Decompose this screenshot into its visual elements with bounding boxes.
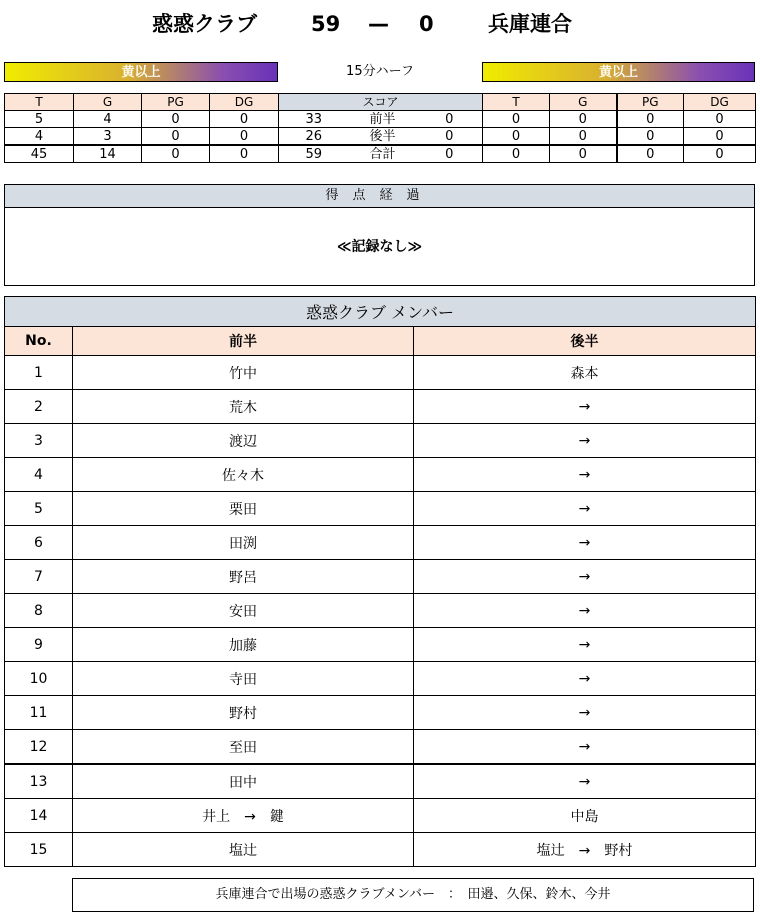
home-col-dg: DG	[210, 94, 279, 111]
member-first-half: 井上 → 鍵	[73, 799, 414, 833]
member-second-half: →	[414, 492, 756, 526]
home-color-badge: 黄以上	[4, 62, 278, 82]
score-cell: 0	[483, 128, 550, 146]
score-cell: 4	[5, 128, 74, 146]
member-first-half: 荒木	[73, 390, 414, 424]
member-no: 2	[5, 390, 73, 424]
match-title	[0, 6, 760, 42]
score-table	[4, 93, 756, 163]
score-cell: 0	[142, 111, 210, 128]
score-cell: 3	[74, 128, 142, 146]
member-second-half: →	[414, 696, 756, 730]
home-team-name: 惑惑クラブ	[152, 12, 257, 36]
member-no: 3	[5, 424, 73, 458]
period-label: 後半	[349, 128, 417, 146]
member-no: 4	[5, 458, 73, 492]
member-second-half: →	[414, 458, 756, 492]
away-col-g: G	[550, 94, 617, 111]
period-label: 合計	[349, 145, 417, 163]
score-cell: 0	[210, 128, 279, 146]
table-row	[5, 458, 756, 492]
score-cell: 0	[483, 145, 550, 163]
home-col-pg: PG	[142, 94, 210, 111]
score-cell: 0	[617, 128, 684, 146]
table-row	[5, 424, 756, 458]
member-no: 15	[5, 833, 73, 867]
member-no: 10	[5, 662, 73, 696]
away-col-pg: PG	[617, 94, 684, 111]
member-second-half: →	[414, 424, 756, 458]
away-col-dg: DG	[684, 94, 756, 111]
member-no: 11	[5, 696, 73, 730]
table-row	[5, 730, 756, 765]
home-points: 26	[279, 128, 349, 146]
member-no: 9	[5, 628, 73, 662]
score-cell: 4	[74, 111, 142, 128]
member-first-half: 寺田	[73, 662, 414, 696]
scoring-progress-box	[4, 184, 755, 286]
match-type: 15分ハーフ	[346, 64, 414, 79]
member-first-half: 野村	[73, 696, 414, 730]
member-second-half: →	[414, 390, 756, 424]
member-first-half: 加藤	[73, 628, 414, 662]
score-cell: 0	[617, 111, 684, 128]
score-cell: 0	[617, 145, 684, 163]
away-team-name: 兵庫連合	[488, 12, 572, 36]
members-title: 惑惑クラブ メンバー	[5, 297, 756, 327]
member-first-half: 渡辺	[73, 424, 414, 458]
table-row	[5, 526, 756, 560]
scoring-progress-text: ≪記録なし≫	[336, 239, 423, 255]
member-second-half: →	[414, 628, 756, 662]
member-no: 7	[5, 560, 73, 594]
table-row	[5, 764, 756, 799]
member-no: 14	[5, 799, 73, 833]
home-score: 59	[311, 12, 341, 36]
member-first-half: 佐々木	[73, 458, 414, 492]
col-first-half: 前半	[73, 327, 414, 356]
away-color-badge: 黄以上	[482, 62, 755, 82]
member-first-half: 竹中	[73, 356, 414, 390]
member-second-half: →	[414, 662, 756, 696]
scoring-progress-title: 得点経過	[5, 185, 754, 208]
member-no: 6	[5, 526, 73, 560]
members-table	[4, 296, 756, 867]
member-second-half: →	[414, 730, 756, 765]
member-no: 13	[5, 764, 73, 799]
score-cell: 0	[142, 128, 210, 146]
score-col-header: スコア	[279, 94, 483, 111]
home-points: 33	[279, 111, 349, 128]
score-cell: 0	[210, 111, 279, 128]
table-row	[5, 356, 756, 390]
member-second-half: 森本	[414, 356, 756, 390]
member-no: 12	[5, 730, 73, 765]
table-row	[5, 833, 756, 867]
score-row-total	[5, 145, 756, 163]
table-row	[5, 594, 756, 628]
members-table-caption	[5, 297, 756, 327]
home-col-g: G	[74, 94, 142, 111]
member-second-half: →	[414, 526, 756, 560]
score-cell: 0	[142, 145, 210, 163]
score-row-first-half	[5, 111, 756, 128]
footnote: 兵庫連合で出場の惑惑クラブメンバー ： 田邉、久保、鈴木、今井	[72, 878, 754, 912]
table-row	[5, 662, 756, 696]
member-no: 5	[5, 492, 73, 526]
member-second-half: →	[414, 764, 756, 799]
member-first-half: 田渕	[73, 526, 414, 560]
col-second-half: 後半	[414, 327, 756, 356]
score-cell: 0	[550, 145, 617, 163]
score-cell: 45	[5, 145, 74, 163]
member-first-half: 安田	[73, 594, 414, 628]
score-cell: 14	[74, 145, 142, 163]
score-table-header	[5, 94, 756, 111]
table-row	[5, 390, 756, 424]
col-no: No.	[5, 327, 73, 356]
table-row	[5, 799, 756, 833]
score-cell: 5	[5, 111, 74, 128]
score-cell: 0	[483, 111, 550, 128]
score-cell: 0	[684, 111, 756, 128]
away-points: 0	[417, 128, 483, 146]
score-cell: 0	[684, 145, 756, 163]
table-row	[5, 560, 756, 594]
member-first-half: 野呂	[73, 560, 414, 594]
score-cell: 0	[550, 111, 617, 128]
member-first-half: 栗田	[73, 492, 414, 526]
home-col-t: T	[5, 94, 74, 111]
score-separator: —	[368, 12, 389, 36]
member-first-half: 塩辻	[73, 833, 414, 867]
period-label: 前半	[349, 111, 417, 128]
table-row	[5, 696, 756, 730]
table-row	[5, 628, 756, 662]
member-no: 8	[5, 594, 73, 628]
score-cell: 0	[684, 128, 756, 146]
member-first-half: 至田	[73, 730, 414, 765]
member-first-half: 田中	[73, 764, 414, 799]
away-points: 0	[417, 145, 483, 163]
member-second-half: →	[414, 560, 756, 594]
member-no: 1	[5, 356, 73, 390]
score-row-second-half	[5, 128, 756, 146]
home-points: 59	[279, 145, 349, 163]
members-table-header	[5, 327, 756, 356]
away-col-t: T	[483, 94, 550, 111]
member-second-half: 中島	[414, 799, 756, 833]
member-second-half: 塩辻 → 野村	[414, 833, 756, 867]
member-second-half: →	[414, 594, 756, 628]
score-cell: 0	[210, 145, 279, 163]
away-score: 0	[419, 12, 434, 36]
table-row	[5, 492, 756, 526]
away-points: 0	[417, 111, 483, 128]
score-cell: 0	[550, 128, 617, 146]
